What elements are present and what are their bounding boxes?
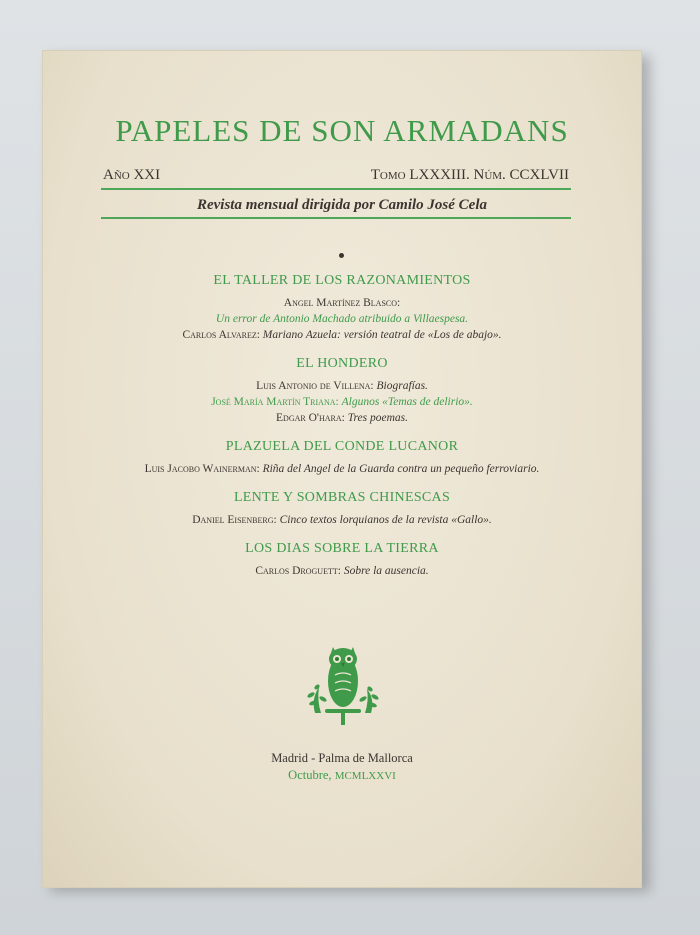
imprint-year: MCMLXXVI [334, 770, 396, 782]
entry [43, 563, 641, 579]
entry-author: Carlos Droguett: [255, 565, 341, 577]
entry-author: Luis Jacobo Wainerman: [144, 463, 260, 475]
entry-author: Edgar O'hara: [276, 412, 345, 424]
bullet-dot [339, 253, 344, 258]
entry [43, 461, 641, 477]
section [43, 356, 641, 426]
entry [43, 378, 641, 394]
section-title: LENTE Y SOMBRAS CHINESCAS [233, 490, 451, 505]
entry-work: Tres poemas. [347, 412, 408, 424]
bottom-rule [101, 217, 571, 219]
entry-work: Riña del Angel de la Guarda contra un pequeño ferroviario. [262, 463, 540, 475]
imprint-date [43, 768, 641, 783]
imprint-month: Octubre, [288, 768, 332, 782]
entry [43, 327, 641, 343]
imprint [43, 751, 641, 783]
magazine-subtitle: Revista mensual dirigida por Camilo José Cela [196, 197, 488, 213]
entry-author: Angel Martínez Blasco: [283, 297, 401, 309]
section-title: PLAZUELA DEL CONDE LUCANOR [225, 439, 459, 454]
entry-work: Sobre la ausencia. [343, 565, 429, 577]
entry [43, 512, 641, 528]
entry-work: Algunos «Temas de delirio». [341, 396, 473, 408]
owl-emblem-icon [293, 629, 393, 729]
entry [43, 311, 641, 327]
entry-author: Carlos Alvarez: [182, 329, 260, 341]
issue-year: Año XXI [103, 167, 161, 183]
entry-author: José María Martín Triana: [211, 396, 339, 408]
entry [43, 295, 641, 311]
magazine-title: PAPELES DE SON ARMADANS [115, 113, 569, 148]
section-title: EL HONDERO [296, 356, 388, 371]
section [43, 273, 641, 343]
issue-volume: Tomo LXXXIII. Núm. CCXLVII [370, 167, 569, 183]
entry [43, 410, 641, 426]
imprint-place: Madrid - Palma de Mallorca [271, 751, 413, 765]
section [43, 490, 641, 528]
top-rule [101, 188, 571, 190]
entry-author: Luis Antonio de Villena: [256, 380, 374, 392]
entry [43, 394, 641, 410]
book-cover [42, 50, 642, 888]
entry-work: Un error de Antonio Machado atribuido a Villaespesa. [215, 313, 469, 325]
section [43, 439, 641, 477]
section-title: LOS DIAS SOBRE LA TIERRA [245, 541, 439, 556]
entry-work: Biografías. [376, 380, 428, 392]
entry-author: Daniel Eisenberg: [192, 514, 277, 526]
table-of-contents [43, 273, 641, 592]
section-title: EL TALLER DE LOS RAZONAMIENTOS [213, 273, 471, 288]
entry-work: Mariano Azuela: versión teatral de «Los de abajo». [262, 329, 502, 341]
entry-work: Cinco textos lorquianos de la revista «Gallo». [279, 514, 492, 526]
section [43, 541, 641, 579]
